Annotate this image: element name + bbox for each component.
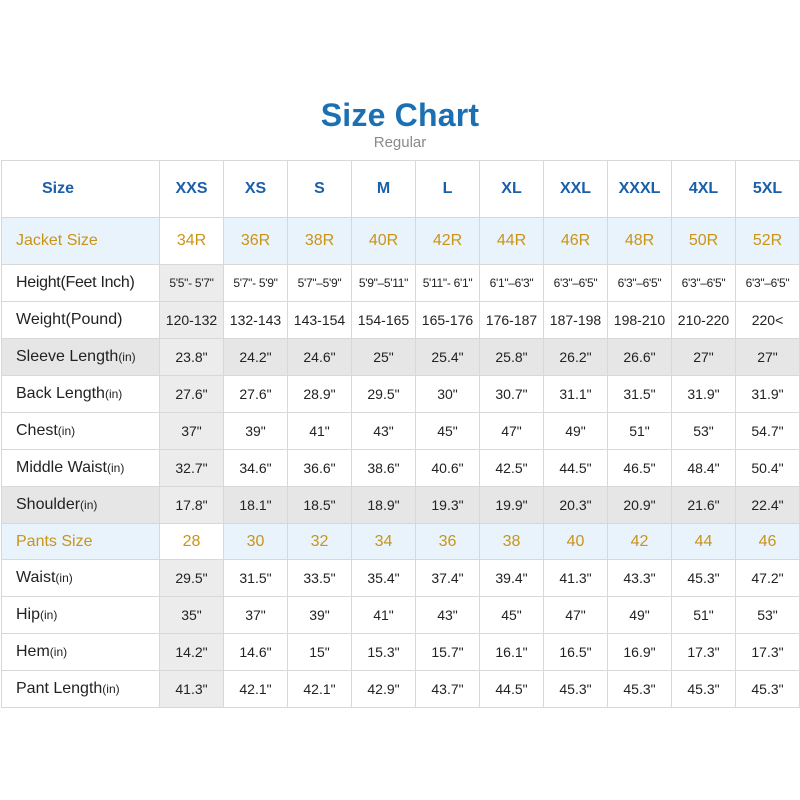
- table-cell: 36R: [224, 218, 288, 265]
- table-cell: 6'3"–6'5": [672, 265, 736, 302]
- table-cell: 46: [736, 524, 800, 560]
- table-cell: 17.8": [160, 487, 224, 524]
- table-cell: 45.3": [608, 671, 672, 708]
- table-cell: 17.3": [736, 634, 800, 671]
- table-cell: 33.5": [288, 560, 352, 597]
- table-row: [2, 376, 800, 413]
- table-cell: 25": [352, 339, 416, 376]
- table-cell: 41": [288, 413, 352, 450]
- table-cell: 41": [352, 597, 416, 634]
- table-cell: 25.8": [480, 339, 544, 376]
- table-cell: 35": [160, 597, 224, 634]
- table-cell: 6'3"–6'5": [608, 265, 672, 302]
- table-cell: 40R: [352, 218, 416, 265]
- table-cell: 165-176: [416, 302, 480, 339]
- table-cell: 37": [224, 597, 288, 634]
- table-cell: 18.5": [288, 487, 352, 524]
- table-row: [2, 413, 800, 450]
- chart-subtitle: Regular: [373, 134, 427, 151]
- table-cell: 120-132: [160, 302, 224, 339]
- table-cell: XXXL: [608, 161, 672, 218]
- table-cell: 31.5": [224, 560, 288, 597]
- table-cell: M: [352, 161, 416, 218]
- table-cell: 44.5": [544, 450, 608, 487]
- table-cell: 187-198: [544, 302, 608, 339]
- table-row: [2, 634, 800, 671]
- table-cell: 41.3": [160, 671, 224, 708]
- pants-size-row: [2, 524, 800, 560]
- size-header-row: [2, 161, 800, 218]
- table-cell: 36.6": [288, 450, 352, 487]
- table-cell: S: [288, 161, 352, 218]
- table-row: [2, 265, 800, 302]
- table-cell: 45.3": [736, 671, 800, 708]
- table-cell: 176-187: [480, 302, 544, 339]
- row-label-text: Weight(Pound): [16, 311, 123, 328]
- table-cell: 14.2": [160, 634, 224, 671]
- table-cell: 45.3": [672, 671, 736, 708]
- table-cell: 198-210: [608, 302, 672, 339]
- table-cell: 45": [480, 597, 544, 634]
- table-cell: 19.3": [416, 487, 480, 524]
- table-cell: 29.5": [160, 560, 224, 597]
- row-label: [2, 634, 160, 671]
- row-label-unit: (in): [118, 350, 136, 364]
- table-cell: 16.1": [480, 634, 544, 671]
- table-cell: 43": [416, 597, 480, 634]
- table-row: [2, 597, 800, 634]
- table-cell: 39": [224, 413, 288, 450]
- pants-size-label: [2, 524, 160, 560]
- row-label-unit: (in): [40, 608, 58, 622]
- table-cell: 34.6": [224, 450, 288, 487]
- table-row: [2, 671, 800, 708]
- table-cell: 32: [288, 524, 352, 560]
- table-cell: 46.5": [608, 450, 672, 487]
- table-cell: 5'7"- 5'9": [224, 265, 288, 302]
- row-label-unit: (in): [55, 571, 73, 585]
- table-cell: 210-220: [672, 302, 736, 339]
- table-cell: 45.3": [672, 560, 736, 597]
- table-cell: 42R: [416, 218, 480, 265]
- table-cell: 26.6": [608, 339, 672, 376]
- table-cell: 25.4": [416, 339, 480, 376]
- table-cell: 39": [288, 597, 352, 634]
- table-cell: 32.7": [160, 450, 224, 487]
- table-cell: 6'3"–6'5": [544, 265, 608, 302]
- table-cell: 40.6": [416, 450, 480, 487]
- table-cell: 6'3"–6'5": [736, 265, 800, 302]
- table-cell: 42: [608, 524, 672, 560]
- row-label: [2, 265, 160, 302]
- table-cell: 23.8": [160, 339, 224, 376]
- table-cell: 34: [352, 524, 416, 560]
- table-cell: 44.5": [480, 671, 544, 708]
- row-label: [2, 487, 160, 524]
- table-cell: 54.7": [736, 413, 800, 450]
- row-label-text: Hip: [16, 606, 41, 623]
- table-cell: 48.4": [672, 450, 736, 487]
- table-cell: 6'1"–6'3": [480, 265, 544, 302]
- table-cell: 30: [224, 524, 288, 560]
- table-cell: 43": [352, 413, 416, 450]
- table-cell: XL: [480, 161, 544, 218]
- row-label-text: Back Length: [16, 385, 105, 402]
- table-cell: 16.9": [608, 634, 672, 671]
- table-cell: 28.9": [288, 376, 352, 413]
- table-cell: 31.5": [608, 376, 672, 413]
- table-cell: 46R: [544, 218, 608, 265]
- row-label: [2, 597, 160, 634]
- table-cell: 40: [544, 524, 608, 560]
- size-chart-table: [1, 160, 800, 708]
- table-cell: 4XL: [672, 161, 736, 218]
- table-cell: 38R: [288, 218, 352, 265]
- table-cell: L: [416, 161, 480, 218]
- row-label-text: Jacket Size: [16, 232, 98, 249]
- table-cell: 27": [672, 339, 736, 376]
- table-cell: 42.1": [224, 671, 288, 708]
- table-cell: 5'5"- 5'7": [160, 265, 224, 302]
- table-cell: 20.9": [608, 487, 672, 524]
- table-cell: 31.9": [672, 376, 736, 413]
- table-cell: 27.6": [160, 376, 224, 413]
- table-cell: 5'9"–5'11": [352, 265, 416, 302]
- row-label: [2, 450, 160, 487]
- row-label: [2, 339, 160, 376]
- table-cell: 24.2": [224, 339, 288, 376]
- table-cell: 43.7": [416, 671, 480, 708]
- table-cell: 37": [160, 413, 224, 450]
- row-label-text: Size: [42, 180, 75, 197]
- table-cell: 24.6": [288, 339, 352, 376]
- row-label-unit: (in): [57, 424, 76, 438]
- table-cell: XXS: [160, 161, 224, 218]
- row-label-text: Shoulder: [16, 496, 81, 513]
- table-cell: 15.7": [416, 634, 480, 671]
- row-label-unit: (in): [104, 387, 123, 401]
- table-cell: 38: [480, 524, 544, 560]
- row-label-unit: (in): [106, 461, 125, 475]
- table-cell: 20.3": [544, 487, 608, 524]
- table-cell: 29.5": [352, 376, 416, 413]
- table-cell: 44R: [480, 218, 544, 265]
- table-cell: 15.3": [352, 634, 416, 671]
- table-cell: 38.6": [352, 450, 416, 487]
- row-label: [2, 302, 160, 339]
- chart-title: Size Chart: [320, 97, 480, 133]
- table-cell: 39.4": [480, 560, 544, 597]
- table-cell: 44: [672, 524, 736, 560]
- table-cell: 53": [672, 413, 736, 450]
- table-cell: 47": [544, 597, 608, 634]
- jacket-size-row: [2, 218, 800, 265]
- row-label-text: Pants Size: [16, 532, 93, 550]
- table-cell: 18.9": [352, 487, 416, 524]
- size-header-label: [2, 161, 160, 218]
- table-row: [2, 487, 800, 524]
- table-cell: 43.3": [608, 560, 672, 597]
- jacket-size-label: [2, 218, 160, 265]
- table-cell: 50.4": [736, 450, 800, 487]
- table-cell: 50R: [672, 218, 736, 265]
- row-label-text: Hem: [16, 643, 50, 660]
- row-label-text: Sleeve Length: [16, 348, 119, 365]
- table-cell: 36: [416, 524, 480, 560]
- table-cell: 45": [416, 413, 480, 450]
- row-label-unit: (in): [102, 682, 120, 696]
- row-label-unit: (in): [80, 498, 98, 512]
- row-label-text: Chest: [16, 422, 58, 439]
- table-row: [2, 339, 800, 376]
- table-cell: 28: [160, 524, 224, 560]
- table-cell: 31.9": [736, 376, 800, 413]
- table-cell: 34R: [160, 218, 224, 265]
- table-cell: 19.9": [480, 487, 544, 524]
- table-row: [2, 450, 800, 487]
- table-cell: 15": [288, 634, 352, 671]
- table-cell: 37.4": [416, 560, 480, 597]
- table-cell: 51": [608, 413, 672, 450]
- row-label: [2, 376, 160, 413]
- table-cell: 143-154: [288, 302, 352, 339]
- table-cell: 27.6": [224, 376, 288, 413]
- row-label-unit: (in): [49, 645, 68, 659]
- row-label: [2, 671, 160, 708]
- row-label-text: Height(Feet Inch): [16, 274, 135, 291]
- table-cell: 30": [416, 376, 480, 413]
- table-cell: 49": [608, 597, 672, 634]
- table-cell: 53": [736, 597, 800, 634]
- table-cell: 5XL: [736, 161, 800, 218]
- table-cell: 52R: [736, 218, 800, 265]
- table-cell: 26.2": [544, 339, 608, 376]
- table-cell: 42.1": [288, 671, 352, 708]
- table-row: [2, 302, 800, 339]
- table-cell: 154-165: [352, 302, 416, 339]
- table-cell: 45.3": [544, 671, 608, 708]
- table-cell: 18.1": [224, 487, 288, 524]
- table-cell: 5'7"–5'9": [288, 265, 352, 302]
- table-cell: 21.6": [672, 487, 736, 524]
- row-label: [2, 560, 160, 597]
- table-cell: 220<: [736, 302, 800, 339]
- table-cell: 132-143: [224, 302, 288, 339]
- row-label-text: Waist: [16, 569, 56, 586]
- table-row: [2, 560, 800, 597]
- table-cell: 49": [544, 413, 608, 450]
- table-cell: 41.3": [544, 560, 608, 597]
- table-cell: 31.1": [544, 376, 608, 413]
- table-cell: 17.3": [672, 634, 736, 671]
- row-label-text: Pant Length: [16, 680, 103, 697]
- row-label-text: Middle Waist: [16, 459, 107, 476]
- table-cell: XXL: [544, 161, 608, 218]
- table-cell: 22.4": [736, 487, 800, 524]
- table-cell: 48R: [608, 218, 672, 265]
- table-cell: 30.7": [480, 376, 544, 413]
- row-label: [2, 413, 160, 450]
- table-cell: 47": [480, 413, 544, 450]
- table-cell: 42.9": [352, 671, 416, 708]
- table-cell: 42.5": [480, 450, 544, 487]
- table-cell: 16.5": [544, 634, 608, 671]
- table-cell: XS: [224, 161, 288, 218]
- table-cell: 35.4": [352, 560, 416, 597]
- table-cell: 47.2": [736, 560, 800, 597]
- table-cell: 5'11"- 6'1": [416, 265, 480, 302]
- table-cell: 14.6": [224, 634, 288, 671]
- table-cell: 27": [736, 339, 800, 376]
- table-cell: 51": [672, 597, 736, 634]
